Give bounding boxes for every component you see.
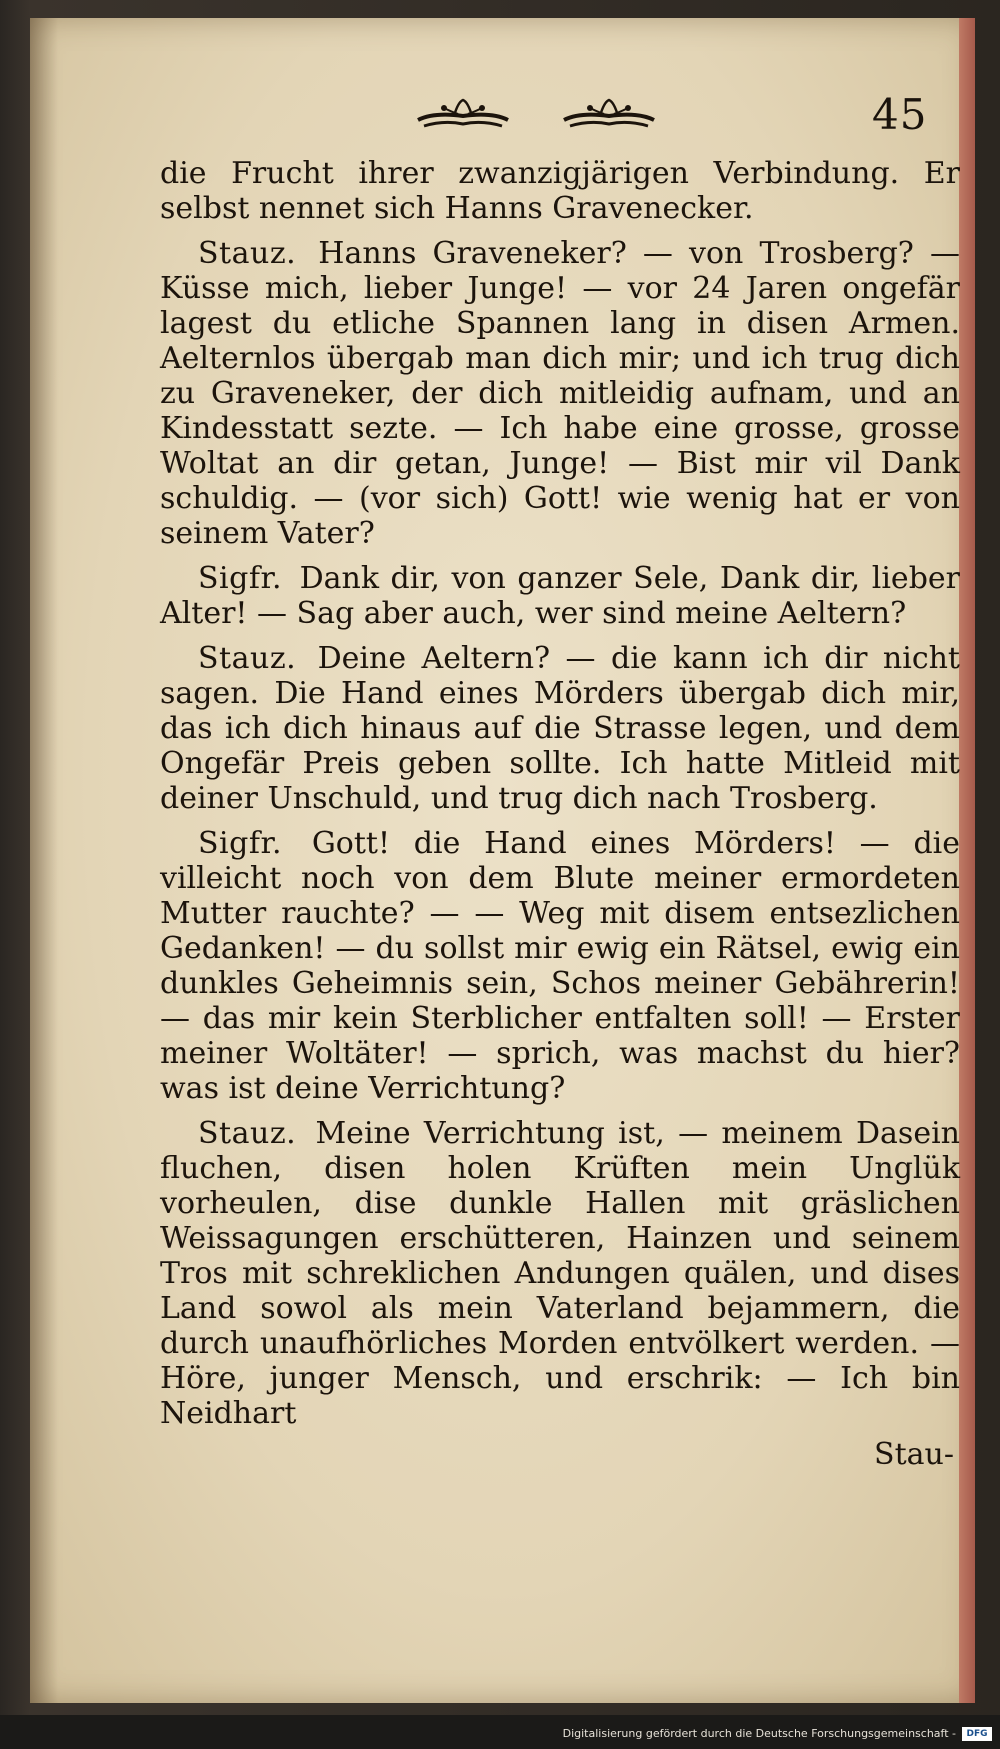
speaker-name: Stauz. (198, 641, 297, 676)
page-number: 45 (872, 90, 928, 139)
page-text (160, 156, 960, 1472)
speech-paragraph (160, 561, 960, 631)
floral-ornament-icon (560, 94, 658, 134)
dfg-logo-icon: DFG (962, 1727, 992, 1741)
floral-ornament-icon (414, 94, 512, 134)
speaker-name: Sigfr. (198, 826, 283, 861)
speech-paragraph (160, 1116, 960, 1431)
speech-paragraph (160, 236, 960, 551)
speech-paragraph (160, 641, 960, 816)
speech-text: Dank dir, von ganzer Sele, Dank dir, lieber Alter! — Sag aber auch, wer sind meine Aeltern? (160, 561, 960, 631)
page-edge-red (959, 18, 975, 1703)
funding-credit: Digitalisierung gefördert durch die Deutsche Forschungsgemeinschaft - (562, 1727, 956, 1740)
page-header (30, 76, 975, 146)
speech-text: Hanns Graveneker? — von Trosberg? — Küsse mich, lieber Junge! — vor 24 Jaren ongefär lagest du etliche Spannen lang in disen Armen. Aelternlos übergab man dich mir; und ich trug dich zu Graveneker, der dich mitleidig aufnam, und an Kindesstatt sezte. — Ich habe eine grosse, grosse Woltat an dir getan, Junge! — Bist mir vil Dank schuldig. — (vor sich) Gott! wie wenig hat er von seinem Vater? (160, 236, 960, 551)
catchword: Stau- (874, 1437, 954, 1472)
digitization-footer (0, 1715, 1000, 1749)
book-page (30, 18, 975, 1703)
paragraph-text: die Frucht ihrer zwanzigjärigen Verbindung. Er selbst nennet sich Hanns Gravenecker. (160, 156, 960, 226)
gutter-shadow (30, 18, 58, 1703)
speaker-name: Stauz. (198, 236, 297, 271)
speech-text: Gott! die Hand eines Mörders! — die villeicht noch von dem Blute meiner ermordeten Mutter rauchte? — — Weg mit disem entsezlichen Gedanken! — du sollst mir ewig ein Rätsel, ewig ein dunkles Geheimnis sein, Schos meiner Gebährerin! — das mir kein Sterblicher entfalten soll! — Erster meiner Woltäter! — sprich, was machst du hier? was ist deine Verrichtung? (160, 826, 960, 1106)
speech-paragraph (160, 826, 960, 1106)
speaker-name: Stauz. (198, 1116, 297, 1151)
speech-text: Meine Verrichtung ist, — meinem Dasein fluchen, disen holen Krüften mein Unglük vorheulen, dise dunkle Hallen mit gräslichen Weissagungen erschütteren, Hainzen und seinem Tros mit schreklichen Andungen quälen, und dises Land sowol als mein Vaterland bejammern, die durch unaufhörliches Morden entvölkert werden. — Höre, junger Mensch, und erschrik: — Ich bin Neidhart (160, 1116, 960, 1431)
speech-text: Deine Aeltern? — die kann ich dir nicht sagen. Die Hand eines Mörders übergab dich mir, das ich dich hinaus auf die Strasse legen, und dem Ongefär Preis geben sollte. Ich hatte Mitleid mit deiner Unschuld, und trug dich nach Trosberg. (160, 641, 960, 816)
speaker-name: Sigfr. (198, 561, 283, 596)
paragraph (160, 156, 960, 226)
